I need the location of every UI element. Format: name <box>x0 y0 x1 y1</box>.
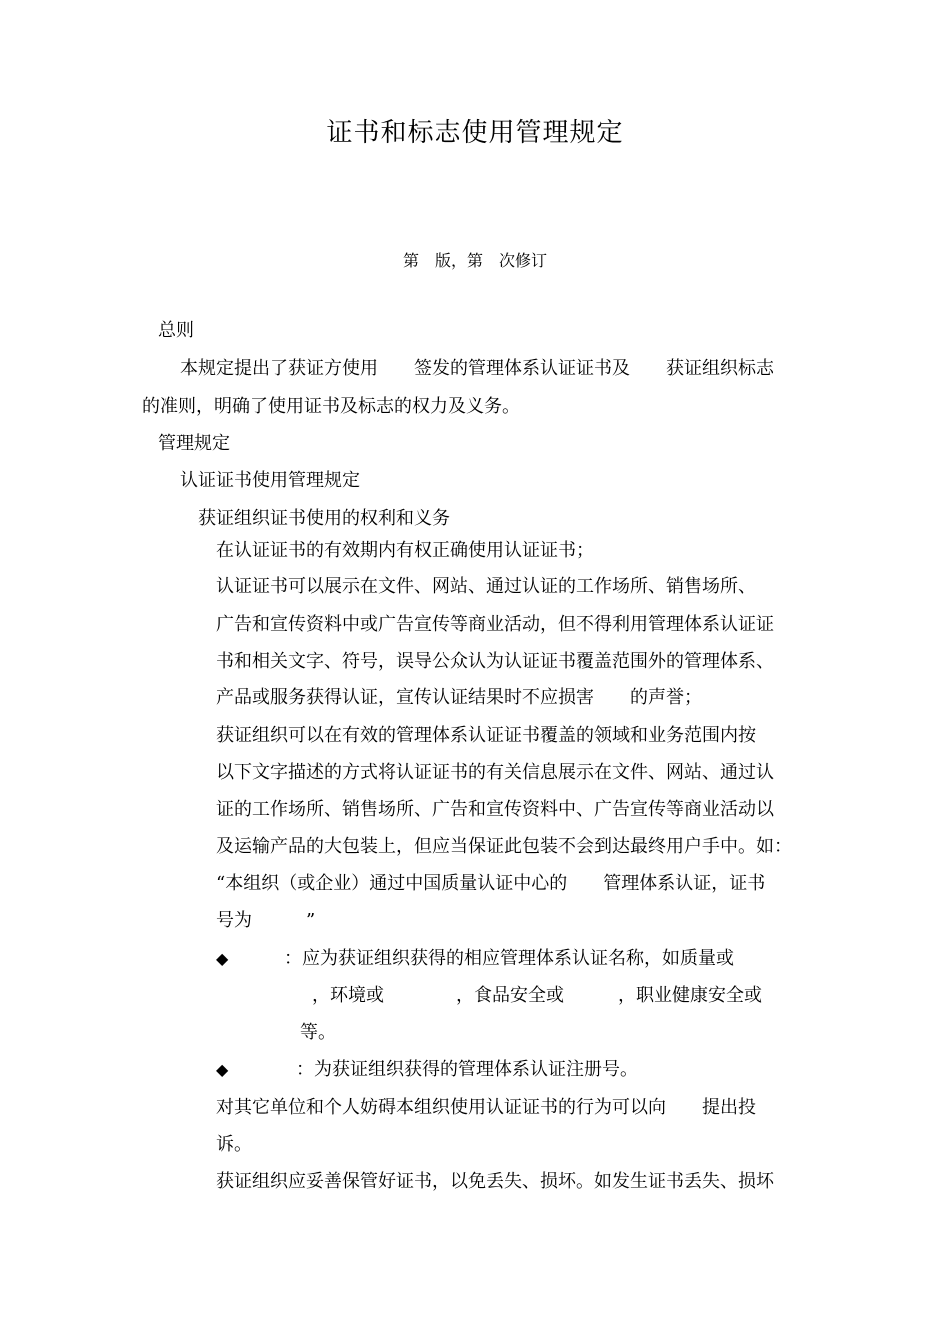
paragraph-line: 以下文字描述的方式将认证证书的有关信息展示在文件、网站、通过认 <box>216 762 774 783</box>
bullet-line: ：应为获证组织获得的相应管理体系认证名称，如质量或 <box>284 948 734 969</box>
paragraph-line: 证的工作场所、销售场所、广告和宣传资料中、广告宣传等商业活动以 <box>216 799 774 820</box>
bullet-line: ，环境或 ，食品安全或 ，职业健康安全或 <box>312 985 762 1006</box>
paragraph-line: 对其它单位和个人妨碍本组织使用认证证书的行为可以向 提出投 <box>216 1097 756 1118</box>
paragraph-line: 诉。 <box>216 1134 252 1155</box>
bullet-diamond-icon: ◆ <box>216 1060 229 1079</box>
bullet-line: ：为获证组织获得的管理体系认证注册号。 <box>296 1059 638 1080</box>
subsection-heading: 认证证书使用管理规定 <box>180 470 360 491</box>
paragraph-line: 广告和宣传资料中或广告宣传等商业活动，但不得利用管理体系认证证 <box>216 614 774 635</box>
section-heading-general: 总则 <box>158 320 194 341</box>
paragraph-line: 的准则，明确了使用证书及标志的权力及义务。 <box>142 396 520 417</box>
paragraph-line: 号为 ” <box>216 910 316 931</box>
paragraph-line: 产品或服务获得认证，宣传认证结果时不应损害 的声誉； <box>216 687 702 708</box>
document-title: 证书和标志使用管理规定 <box>326 118 624 148</box>
bullet-line: 等。 <box>300 1022 336 1043</box>
revision-line: 第 版，第 次修订 <box>402 251 547 270</box>
paragraph-line: 书和相关文字、符号，误导公众认为认证证书覆盖范围外的管理体系、 <box>216 651 774 672</box>
bullet-diamond-icon: ◆ <box>216 949 229 968</box>
paragraph-line: 在认证证书的有效期内有权正确使用认证证书； <box>216 540 594 561</box>
paragraph-line: “本组织（或企业）通过中国质量认证中心的 管理体系认证，证书 <box>216 873 766 894</box>
paragraph-line: 及运输产品的大包装上，但应当保证此包装不会到达最终用户手中。如： <box>216 836 792 857</box>
section-heading-management: 管理规定 <box>158 433 230 454</box>
subsection-heading: 获证组织证书使用的权利和义务 <box>198 508 450 529</box>
paragraph-line: 获证组织可以在有效的管理体系认证证书覆盖的领域和业务范围内按 <box>216 725 756 746</box>
paragraph-line: 获证组织应妥善保管好证书，以免丢失、损坏。如发生证书丢失、损坏 <box>216 1171 774 1192</box>
paragraph-line: 本规定提出了获证方使用 签发的管理体系认证证书及 获证组织标志 <box>180 358 774 379</box>
paragraph-line: 认证证书可以展示在文件、网站、通过认证的工作场所、销售场所、 <box>216 576 756 597</box>
